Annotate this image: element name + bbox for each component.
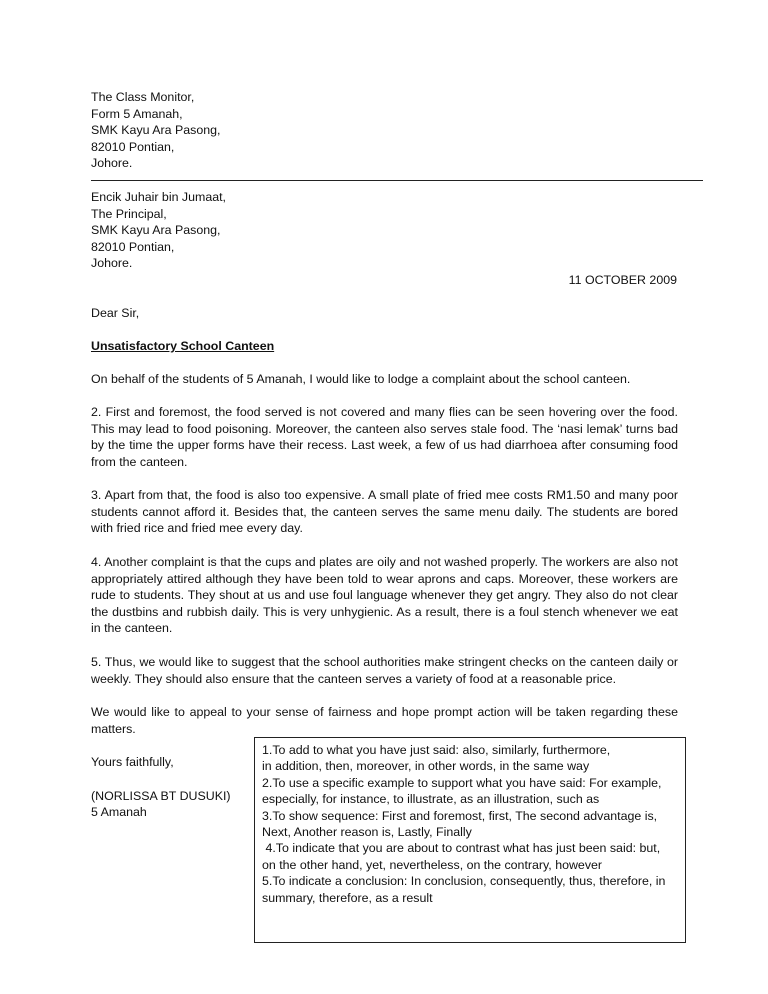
- paragraph-3: 3. Apart from that, the food is also too expensive. A small plate of fried mee costs RM1.50 and many poor students cannot afford it. Besides that, the canteen serves the same menu daily. The students are bored with fried rice and fried mee every day.: [91, 488, 678, 536]
- recipient-address-line: Encik Juhair bin Jumaat,: [91, 190, 226, 204]
- subject-heading: Unsatisfactory School Canteen: [91, 339, 275, 353]
- notes-line: on the other hand, yet, nevertheless, on the contrary, however: [262, 857, 603, 872]
- letter-date: 11 OCTOBER 2009: [568, 273, 677, 287]
- horizontal-divider: [91, 180, 703, 181]
- paragraph-2: 2. First and foremost, the food served is not covered and many flies can be seen hovering over the food. This may lead to food poisoning. Moreover, the canteen also serves stale food. The ‘nasi lemak’ turns bad by the time the upper forms have their recess. Last week, a few of us had diarrhoea after consuming food from the canteen.: [91, 405, 678, 469]
- signature-name: (NORLISSA BT DUSUKI): [91, 789, 231, 803]
- paragraph-4: 4. Another complaint is that the cups and plates are oily and not washed properly. The workers are also not appropriately attired although they have been told to wear aprons and caps. Moreover, these workers are rude to students. They shout at us and use foul language whenever they get angry. They also do not clear the dustbins and rubbish daily. This is very unhygienic. As a result, there is a foul stench whenever we eat in the canteen.: [91, 555, 678, 636]
- sender-address-line: 82010 Pontian,: [91, 139, 175, 154]
- paragraph-5: 5. Thus, we would like to suggest that the school authorities make stringent checks on the canteen daily or weekly. They should also ensure that the canteen serves a variety of food at a reasonable price.: [91, 655, 678, 686]
- paragraph-closing: We would like to appeal to your sense of fairness and hope prompt action will be taken regarding these matters.: [91, 705, 678, 736]
- signature-class: 5 Amanah: [91, 805, 147, 819]
- connectors-notes-box: [254, 737, 686, 943]
- recipient-address-line: SMK Kayu Ara Pasong,: [91, 223, 221, 237]
- notes-line: 5.To indicate a conclusion: In conclusion, consequently, thus, therefore, in: [262, 874, 666, 889]
- salutation: Dear Sir,: [91, 306, 140, 320]
- notes-line: summary, therefore, as a result: [262, 890, 433, 905]
- sender-address: [91, 89, 220, 172]
- notes-line: 3.To show sequence: First and foremost, first, The second advantage is,: [262, 808, 658, 823]
- notes-line: 2.To use a specific example to support what you have said: For example,: [262, 775, 662, 790]
- paragraph-intro: On behalf of the students of 5 Amanah, I would like to lodge a complaint about the school canteen.: [91, 372, 631, 386]
- sender-address-line: Form 5 Amanah,: [91, 106, 183, 121]
- sender-address-line: SMK Kayu Ara Pasong,: [91, 123, 221, 137]
- notes-line: in addition, then, moreover, in other words, in the same way: [262, 759, 590, 774]
- notes-line: especially, for instance, to illustrate, as an illustration, such as: [262, 792, 600, 807]
- recipient-address-line: Johore.: [91, 256, 133, 270]
- notes-line: 1.To add to what you have just said: also, similarly, furthermore,: [262, 743, 611, 757]
- closing: Yours faithfully,: [91, 755, 174, 769]
- recipient-address: [91, 189, 226, 272]
- recipient-address-line: 82010 Pontian,: [91, 239, 175, 254]
- sender-address-line: Johore.: [91, 156, 133, 170]
- notes-line: Next, Another reason is, Lastly, Finally: [262, 825, 472, 840]
- sender-address-line: The Class Monitor,: [91, 90, 195, 104]
- recipient-address-line: The Principal,: [91, 206, 167, 221]
- notes-line: 4.To indicate that you are about to contrast what has just been said: but,: [262, 841, 661, 856]
